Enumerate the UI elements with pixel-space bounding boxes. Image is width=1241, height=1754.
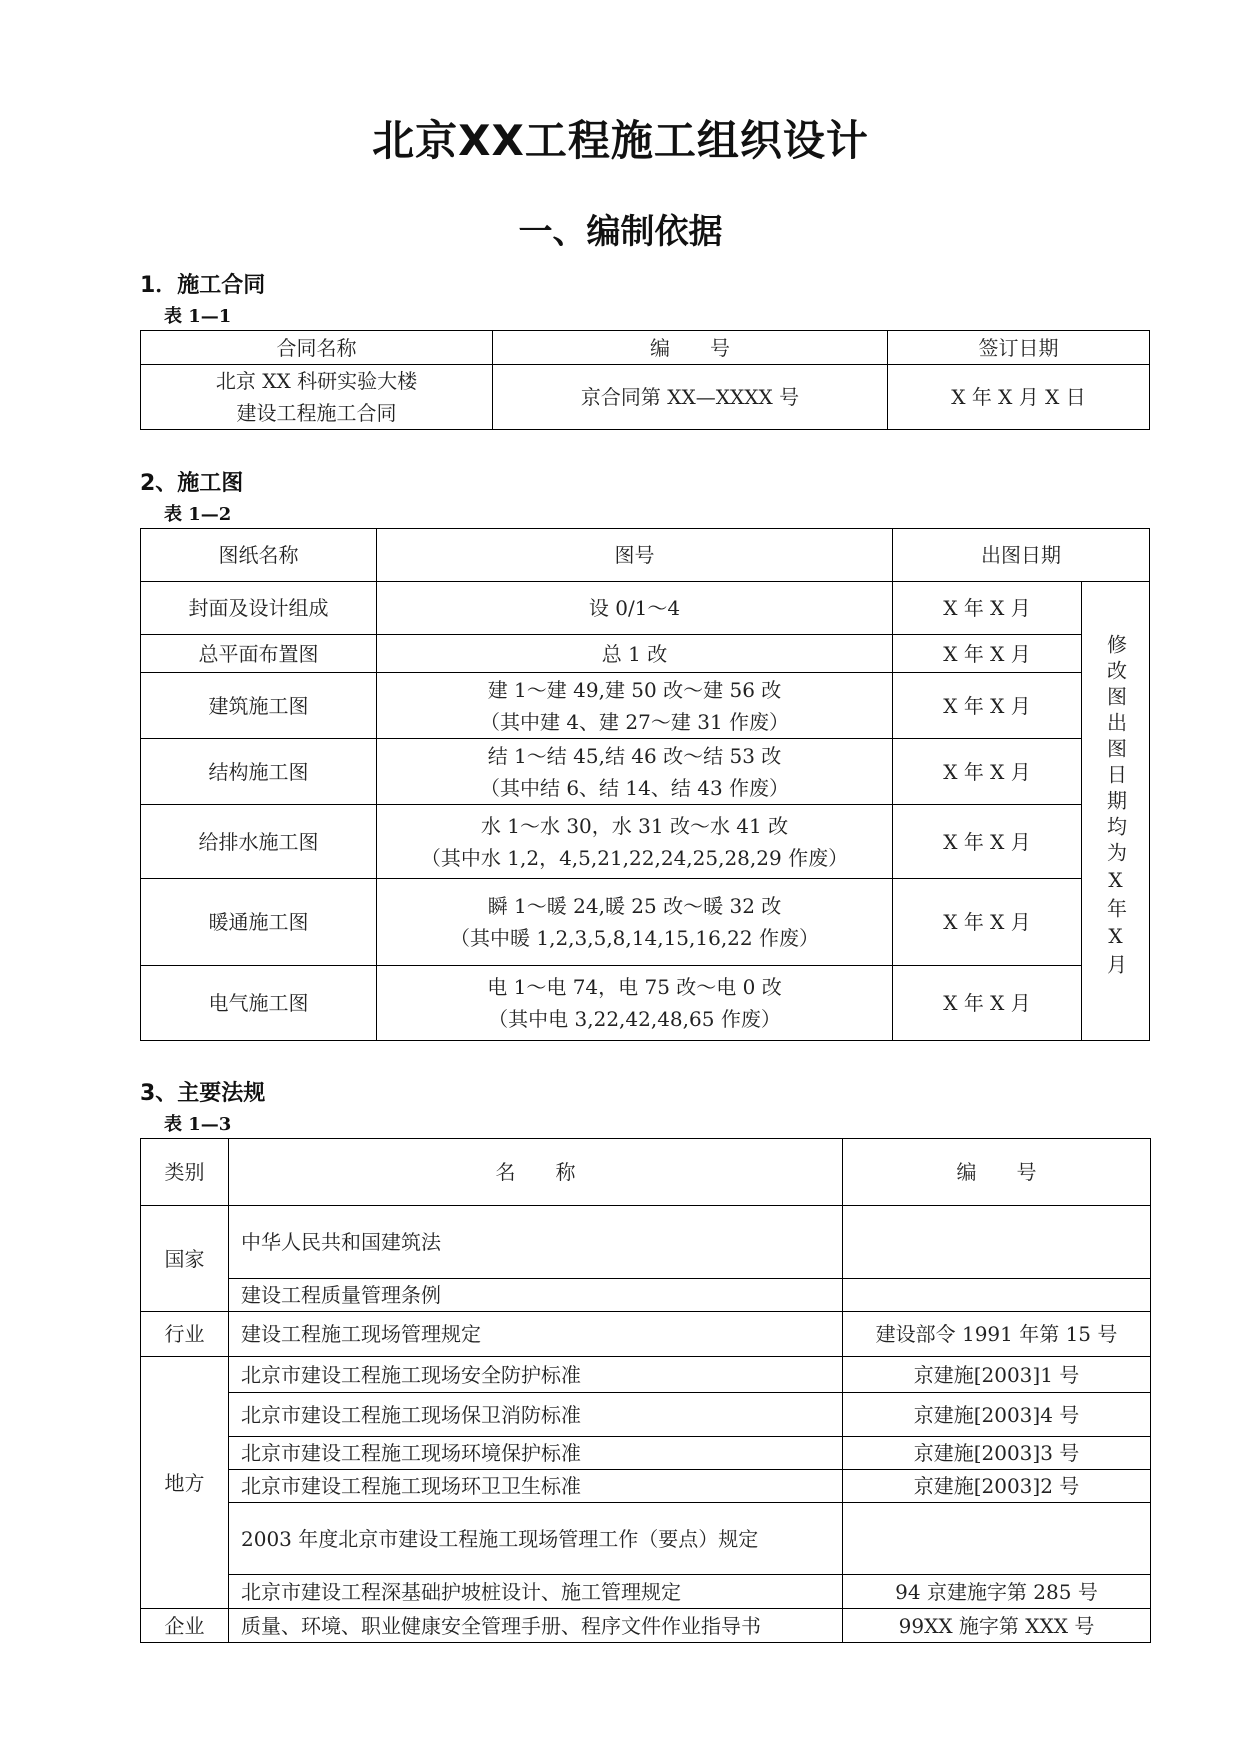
column-header: 编 号 <box>843 1139 1151 1206</box>
drawing-date-cell: X 年 X 月 <box>893 673 1082 739</box>
contract-table <box>140 330 1150 430</box>
drawing-date-cell: X 年 X 月 <box>893 805 1082 879</box>
drawing-number-line: 水 1～水 30，水 31 改～水 41 改 <box>480 813 789 838</box>
drawing-name-cell: 封面及设计组成 <box>141 582 377 635</box>
regulation-name-cell: 2003 年度北京市建设工程施工现场管理工作（要点）规定 <box>229 1503 843 1575</box>
regulation-number-cell: 99XX 施字第 XXX 号 <box>843 1609 1151 1643</box>
drawing-name-cell: 建筑施工图 <box>141 673 377 739</box>
column-header: 编 号 <box>493 331 888 365</box>
drawing-number-cell <box>377 966 893 1041</box>
category-cell: 地方 <box>141 1357 229 1609</box>
chapter-title: 一、编制依据 <box>518 212 723 252</box>
section-heading-regulations: 3、主要法规 <box>140 1081 266 1106</box>
regulation-number-cell <box>843 1503 1151 1575</box>
regulation-name-cell: 北京市建设工程深基础护坡桩设计、施工管理规定 <box>229 1575 843 1609</box>
drawing-name-cell: 电气施工图 <box>141 966 377 1041</box>
regulation-name-cell: 北京市建设工程施工现场安全防护标准 <box>229 1357 843 1393</box>
contract-number-cell: 京合同第 XX—XXXX 号 <box>493 365 888 430</box>
column-header: 图号 <box>377 529 893 582</box>
drawing-number-line: 电 1～电 74，电 75 改～电 0 改 <box>487 975 782 999</box>
category-cell: 行业 <box>141 1312 229 1357</box>
drawing-date-cell: X 年 X 月 <box>893 582 1082 635</box>
table-caption-1-3: 表 1—3 <box>164 1114 232 1135</box>
drawing-name-cell: 给排水施工图 <box>141 805 377 879</box>
drawing-number-cell <box>377 673 893 739</box>
drawing-void-line: （其中建 4、建 27～建 31 作废） <box>479 709 790 734</box>
column-header: 图纸名称 <box>141 529 377 582</box>
regulation-number-cell: 建设部令 1991 年第 15 号 <box>843 1312 1151 1357</box>
drawing-void-line: （其中暖 1,2,3,5,8,14,15,16,22 作废） <box>450 926 819 950</box>
drawing-number-cell <box>377 805 893 879</box>
regulation-name-cell: 质量、环境、职业健康安全管理手册、程序文件作业指导书 <box>229 1609 843 1643</box>
drawing-number-cell: 设 0/1～4 <box>377 582 893 635</box>
regulation-name-cell: 建设工程质量管理条例 <box>229 1279 843 1312</box>
regulation-number-cell: 94 京建施字第 285 号 <box>843 1575 1151 1609</box>
contract-name-line: 北京 XX 科研实验大楼 <box>215 369 418 393</box>
contract-name-line: 建设工程施工合同 <box>236 401 397 425</box>
category-cell: 国家 <box>141 1206 229 1312</box>
column-header: 出图日期 <box>893 529 1150 582</box>
column-header: 签订日期 <box>888 331 1150 365</box>
document-title: 北京XX工程施工组织设计 <box>372 116 869 165</box>
table-caption-1-1: 表 1—1 <box>164 306 232 327</box>
contract-name-cell <box>141 365 493 430</box>
drawing-number-line: 瞬 1～暖 24,暖 25 改～暖 32 改 <box>487 894 782 918</box>
column-header: 类别 <box>141 1139 229 1206</box>
section-heading-drawings: 2、施工图 <box>140 471 244 496</box>
drawings-table <box>140 528 1150 1041</box>
regulation-name-cell: 建设工程施工现场管理规定 <box>229 1312 843 1357</box>
regulation-number-cell: 京建施[2003]1 号 <box>843 1357 1151 1393</box>
drawing-name-cell: 暖通施工图 <box>141 879 377 966</box>
regulation-number-cell: 京建施[2003]4 号 <box>843 1393 1151 1437</box>
drawing-void-line: （其中水 1,2，4,5,21,22,24,25,28,29 作废） <box>420 845 849 870</box>
table-caption-1-2: 表 1—2 <box>164 504 232 525</box>
regulation-name-cell: 北京市建设工程施工现场环卫卫生标准 <box>229 1470 843 1503</box>
section-heading-contract: 1．施工合同 <box>140 273 266 298</box>
revision-note: 修改图出图日期均为X年X月 <box>1103 633 1128 980</box>
column-header: 名 称 <box>229 1139 843 1206</box>
drawing-name-cell: 总平面布置图 <box>141 635 377 673</box>
column-header: 合同名称 <box>141 331 493 365</box>
drawing-name-cell: 结构施工图 <box>141 739 377 805</box>
drawing-number-cell: 总 1 改 <box>377 635 893 673</box>
drawing-number-line: 建 1～建 49,建 50 改～建 56 改 <box>487 677 782 702</box>
regulation-number-cell: 京建施[2003]3 号 <box>843 1437 1151 1470</box>
regulation-name-cell: 北京市建设工程施工现场环境保护标准 <box>229 1437 843 1470</box>
drawing-date-cell: X 年 X 月 <box>893 879 1082 966</box>
drawing-number-cell <box>377 879 893 966</box>
regulations-table <box>140 1138 1151 1643</box>
contract-date-cell: X 年 X 月 X 日 <box>888 365 1150 430</box>
category-cell: 企业 <box>141 1609 229 1643</box>
drawing-void-line: （其中电 3,22,42,48,65 作废） <box>488 1007 781 1031</box>
drawing-void-line: （其中结 6、结 14、结 43 作废） <box>479 775 790 800</box>
drawing-number-line: 结 1～结 45,结 46 改～结 53 改 <box>487 743 782 768</box>
drawing-number-cell <box>377 739 893 805</box>
revision-note-cell <box>1082 582 1150 1041</box>
regulation-name-cell: 中华人民共和国建筑法 <box>229 1206 843 1279</box>
drawing-date-cell: X 年 X 月 <box>893 966 1082 1041</box>
regulation-name-cell: 北京市建设工程施工现场保卫消防标准 <box>229 1393 843 1437</box>
regulation-number-cell: 京建施[2003]2 号 <box>843 1470 1151 1503</box>
regulation-number-cell <box>843 1206 1151 1279</box>
drawing-date-cell: X 年 X 月 <box>893 635 1082 673</box>
regulation-number-cell <box>843 1279 1151 1312</box>
drawing-date-cell: X 年 X 月 <box>893 739 1082 805</box>
